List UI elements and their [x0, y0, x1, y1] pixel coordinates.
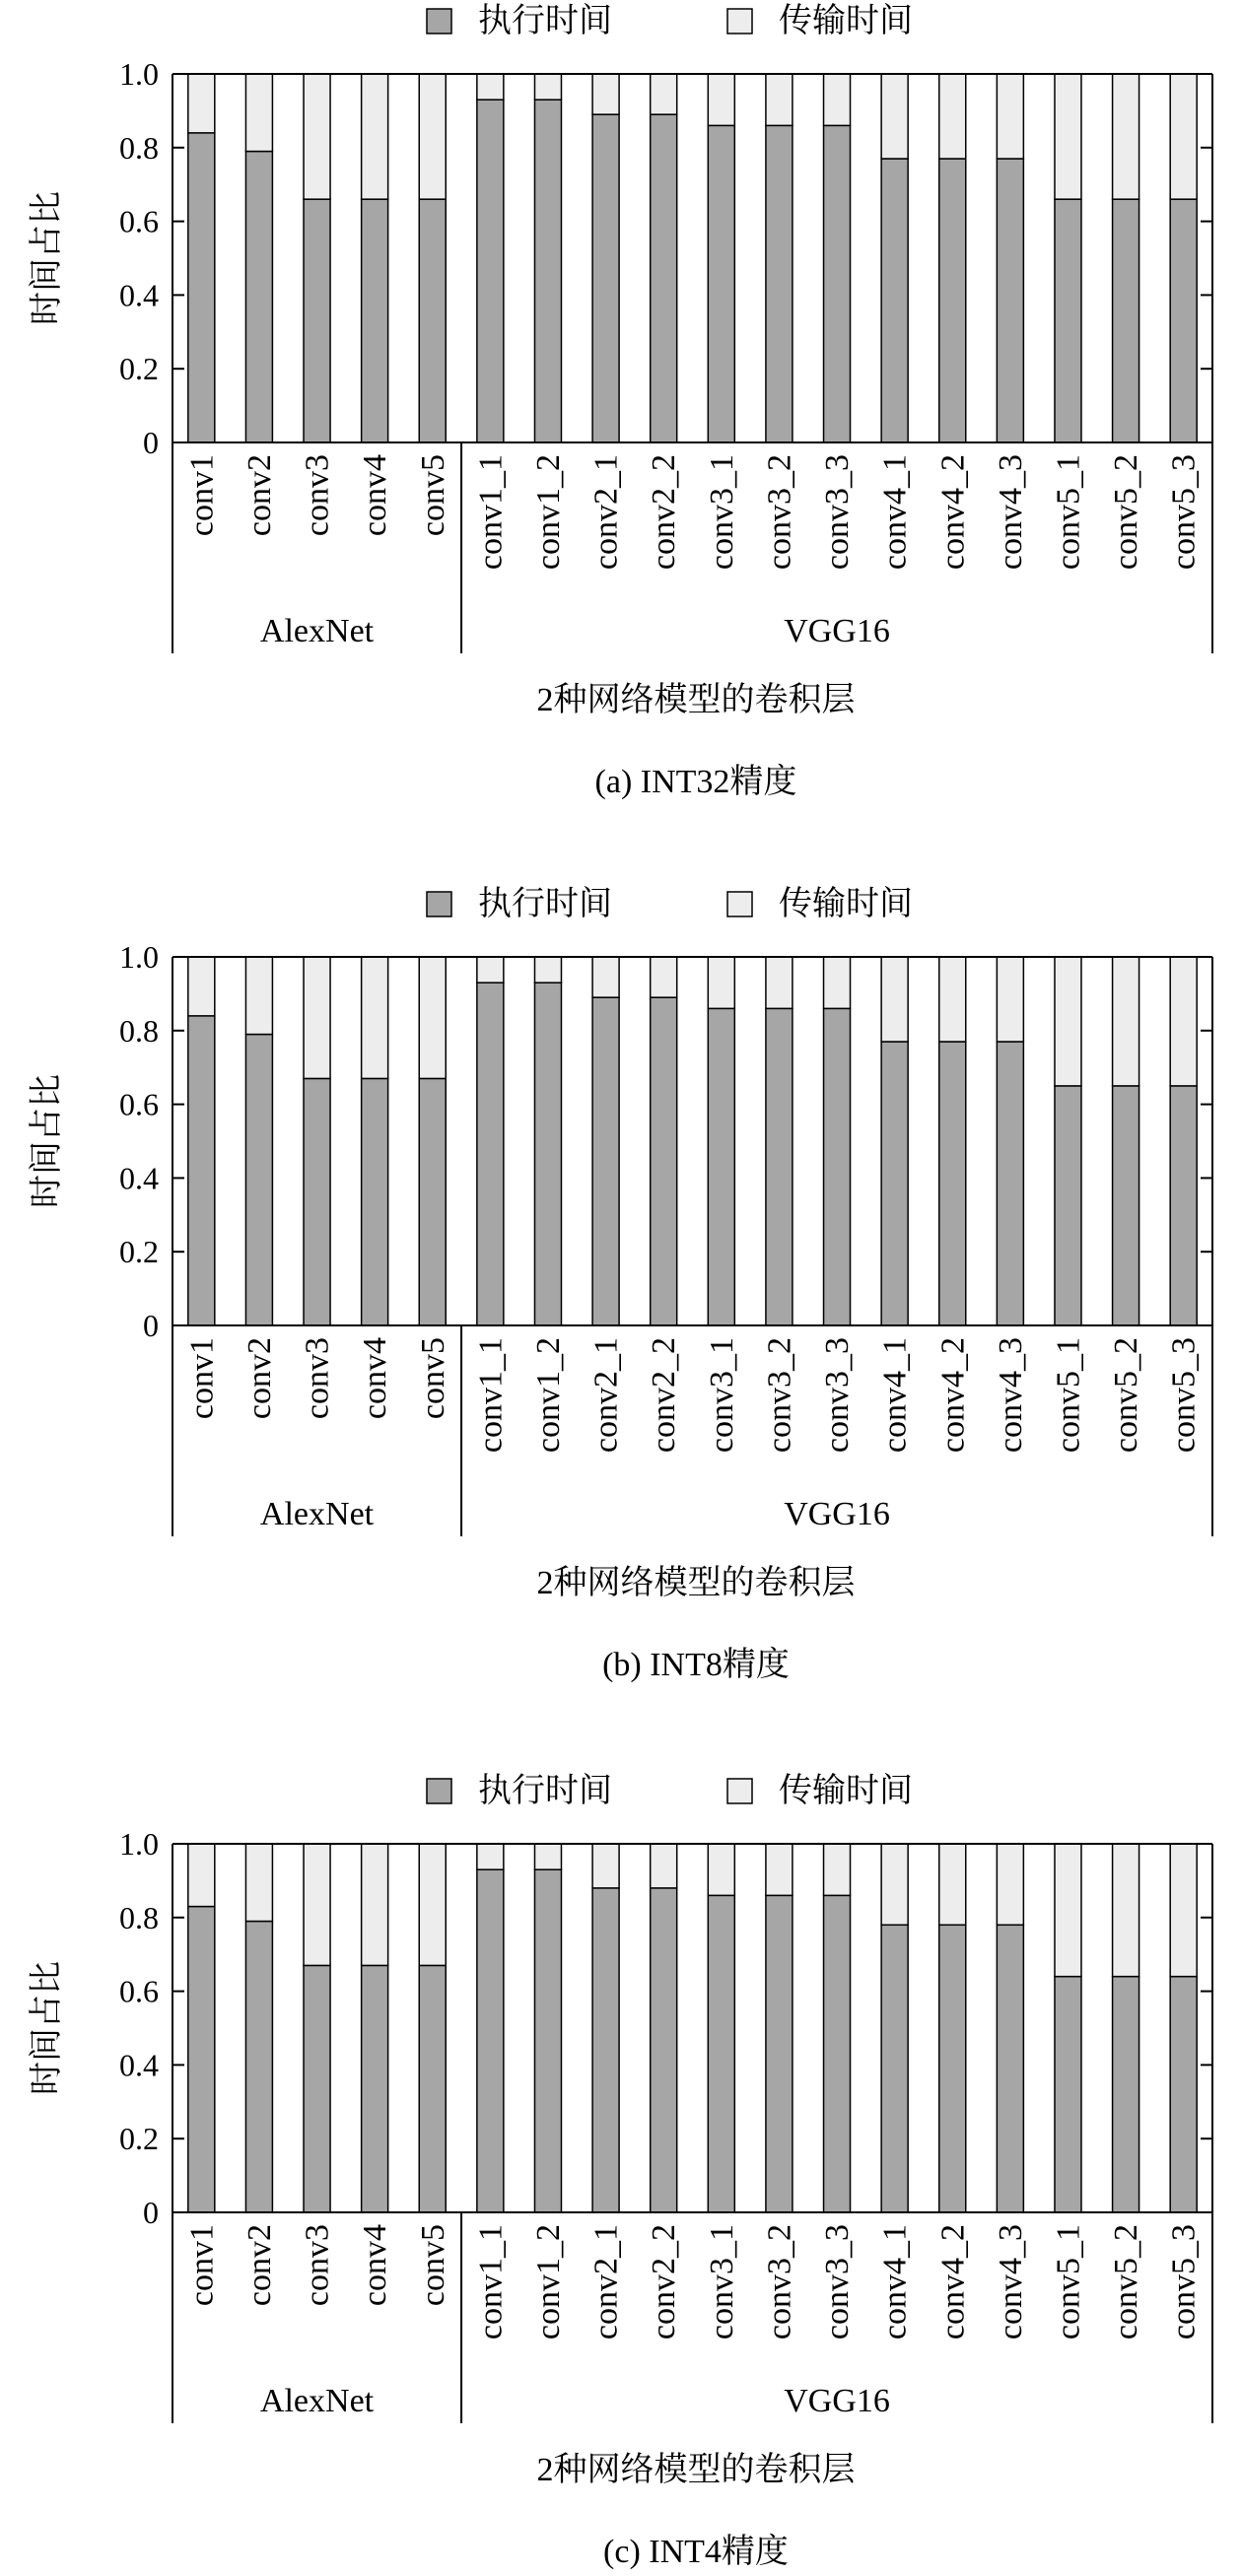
- bar-exec-conv4: [362, 199, 388, 442]
- x-tick-label: conv5: [414, 2224, 451, 2307]
- y-tick-label: 0: [143, 2195, 159, 2230]
- bar-exec-conv2_2: [651, 114, 677, 442]
- bar-trans-conv3_2: [766, 1844, 793, 1895]
- chart-panel-3: [28, 1772, 1212, 2570]
- bar-trans-conv3_2: [766, 74, 793, 125]
- bar-trans-conv1_1: [477, 74, 504, 100]
- bar-exec-conv3_3: [824, 125, 851, 442]
- legend-label-trans: 传输时间: [779, 3, 913, 39]
- x-tick-label: conv1_1: [472, 2224, 510, 2340]
- legend-swatch-trans: [727, 892, 752, 916]
- x-tick-label: conv4: [357, 1337, 394, 1420]
- x-tick-label: conv5_1: [1050, 454, 1087, 571]
- y-tick-label: 0.2: [119, 2121, 159, 2157]
- y-tick-label: 1.0: [119, 56, 159, 92]
- bar-exec-conv1_2: [534, 1869, 561, 2212]
- x-tick-label: conv1_2: [529, 454, 567, 571]
- subfigure-caption: (b) INT8精度: [602, 1647, 790, 1683]
- bar-trans-conv5_3: [1170, 957, 1197, 1086]
- y-axis-label: 时间占比: [29, 191, 65, 325]
- bar-exec-conv4: [362, 1965, 388, 2212]
- x-tick-label: conv3_3: [819, 2224, 857, 2340]
- bar-exec-conv4_2: [939, 1925, 966, 2212]
- y-axis-label: 时间占比: [29, 1961, 65, 2095]
- y-tick-label: 0.8: [119, 129, 159, 166]
- x-axis-label: 2种网络模型的卷积层: [536, 682, 856, 718]
- subfigure-caption: (c) INT4精度: [603, 2534, 789, 2570]
- bar-exec-conv4_1: [881, 159, 908, 442]
- group-label-vgg16: VGG16: [784, 613, 890, 649]
- bar-exec-conv5_3: [1170, 1086, 1197, 1325]
- bar-trans-conv4_1: [881, 74, 908, 159]
- x-tick-label: conv4: [357, 454, 394, 537]
- bar-trans-conv4_2: [939, 957, 966, 1042]
- bar-exec-conv3_2: [766, 125, 793, 442]
- x-tick-label: conv5_1: [1050, 2224, 1087, 2340]
- bar-trans-conv1_2: [534, 74, 561, 100]
- bar-trans-conv3: [304, 1844, 330, 1965]
- bar-exec-conv4_3: [997, 1925, 1023, 2212]
- bar-trans-conv4_2: [939, 1844, 966, 1925]
- x-tick-label: conv1: [183, 1337, 221, 1420]
- chart-panel-1: [28, 2, 1212, 800]
- x-tick-label: conv2_1: [587, 454, 625, 571]
- legend-swatch-exec: [427, 892, 451, 916]
- x-tick-label: conv4_2: [934, 1337, 972, 1454]
- bar-exec-conv2: [245, 1035, 272, 1325]
- y-tick-label: 0.8: [119, 1899, 159, 1935]
- x-tick-label: conv4_3: [992, 2224, 1029, 2340]
- bar-exec-conv1: [188, 133, 215, 442]
- bar-exec-conv4_2: [939, 159, 966, 442]
- x-tick-label: conv1_1: [472, 1337, 510, 1454]
- x-tick-label: conv3_3: [819, 454, 857, 571]
- bar-trans-conv3_3: [824, 1844, 851, 1895]
- bar-exec-conv3_1: [708, 125, 734, 442]
- x-tick-label: conv2: [241, 454, 278, 537]
- y-tick-label: 0.4: [119, 1160, 159, 1196]
- bar-exec-conv5_1: [1055, 1086, 1081, 1325]
- x-tick-label: conv4_2: [934, 454, 972, 571]
- bar-exec-conv5: [419, 1965, 446, 2212]
- bar-trans-conv3: [304, 74, 330, 199]
- x-tick-label: conv5_3: [1165, 1337, 1203, 1454]
- bar-exec-conv4_3: [997, 159, 1023, 442]
- bar-trans-conv2: [245, 74, 272, 152]
- x-tick-label: conv5_3: [1165, 2224, 1203, 2340]
- y-tick-label: 0.6: [119, 1973, 159, 2009]
- bar-exec-conv5_3: [1170, 199, 1197, 442]
- x-tick-label: conv4: [357, 2224, 394, 2307]
- bar-trans-conv4_3: [997, 1844, 1023, 1925]
- bar-trans-conv3_1: [708, 74, 734, 125]
- x-tick-label: conv3_3: [819, 1337, 857, 1454]
- bar-trans-conv2_1: [592, 74, 619, 114]
- bar-trans-conv2_1: [592, 957, 619, 997]
- group-label-alexnet: AlexNet: [259, 1496, 375, 1532]
- y-axis-label: 时间占比: [29, 1074, 65, 1208]
- bar-exec-conv3_2: [766, 1895, 793, 2212]
- bar-exec-conv3_1: [708, 1895, 734, 2212]
- bar-exec-conv2: [245, 1922, 272, 2212]
- bar-exec-conv4: [362, 1078, 388, 1325]
- x-tick-label: conv3: [299, 454, 336, 537]
- legend-swatch-trans: [727, 9, 752, 34]
- bar-trans-conv1: [188, 1844, 215, 1907]
- bar-trans-conv3_3: [824, 957, 851, 1008]
- bar-trans-conv5_2: [1113, 957, 1139, 1086]
- bar-exec-conv5: [419, 199, 446, 442]
- bar-exec-conv3_3: [824, 1008, 851, 1325]
- x-tick-label: conv4_1: [876, 1337, 914, 1454]
- x-axis-label: 2种网络模型的卷积层: [536, 2452, 856, 2488]
- group-label-vgg16: VGG16: [784, 2383, 890, 2419]
- y-tick-label: 0.8: [119, 1012, 159, 1049]
- bar-exec-conv2: [245, 152, 272, 442]
- bar-trans-conv5: [419, 1844, 446, 1965]
- bar-exec-conv4_1: [881, 1925, 908, 2212]
- x-tick-label: conv1: [183, 454, 221, 537]
- bar-exec-conv1_1: [477, 100, 504, 442]
- group-label-vgg16: VGG16: [784, 1496, 890, 1532]
- legend-label-exec: 执行时间: [478, 886, 612, 922]
- bar-exec-conv5: [419, 1078, 446, 1325]
- x-tick-label: conv5_2: [1108, 454, 1145, 571]
- y-tick-label: 0: [143, 425, 159, 460]
- x-tick-label: conv5: [414, 454, 451, 537]
- bar-trans-conv4_3: [997, 74, 1023, 159]
- x-tick-label: conv4_3: [992, 454, 1029, 571]
- bar-trans-conv3_1: [708, 957, 734, 1008]
- bar-exec-conv1_1: [477, 1869, 504, 2212]
- x-tick-label: conv3_2: [761, 2224, 798, 2340]
- legend-label-exec: 执行时间: [478, 1773, 612, 1809]
- bar-trans-conv4_1: [881, 1844, 908, 1925]
- x-tick-label: conv2_2: [646, 2224, 683, 2340]
- bar-exec-conv3_1: [708, 1008, 734, 1325]
- bar-exec-conv3_2: [766, 1008, 793, 1325]
- bar-exec-conv1_2: [534, 100, 561, 442]
- bar-exec-conv2_2: [651, 997, 677, 1325]
- x-tick-label: conv2_1: [587, 2224, 625, 2340]
- bar-trans-conv5_3: [1170, 74, 1197, 199]
- x-tick-label: conv3: [299, 1337, 336, 1420]
- x-tick-label: conv3_1: [703, 454, 740, 571]
- bar-exec-conv3: [304, 1078, 330, 1325]
- bar-trans-conv4: [362, 74, 388, 199]
- x-tick-label: conv2_2: [646, 454, 683, 571]
- x-tick-label: conv2: [241, 2224, 278, 2307]
- bar-trans-conv2_2: [651, 1844, 677, 1888]
- bar-exec-conv5_2: [1113, 1086, 1139, 1325]
- bar-trans-conv1_2: [534, 957, 561, 983]
- y-tick-label: 0.6: [119, 1086, 159, 1122]
- x-axis-label: 2种网络模型的卷积层: [536, 1565, 856, 1601]
- bar-exec-conv3: [304, 1965, 330, 2212]
- bar-exec-conv3_3: [824, 1895, 851, 2212]
- bar-trans-conv5_3: [1170, 1844, 1197, 1977]
- bar-trans-conv5_2: [1113, 74, 1139, 199]
- bar-trans-conv2_2: [651, 957, 677, 997]
- x-tick-label: conv4_2: [934, 2224, 972, 2340]
- bar-exec-conv5_2: [1113, 1977, 1139, 2212]
- y-tick-label: 0.4: [119, 2047, 159, 2083]
- bar-trans-conv2_2: [651, 74, 677, 114]
- x-tick-label: conv1_2: [529, 1337, 567, 1454]
- bar-exec-conv1_2: [534, 983, 561, 1325]
- y-tick-label: 0: [143, 1308, 159, 1343]
- bar-exec-conv4_2: [939, 1042, 966, 1325]
- bar-trans-conv1: [188, 957, 215, 1016]
- bar-trans-conv4_3: [997, 957, 1023, 1042]
- bar-trans-conv1_2: [534, 1844, 561, 1869]
- x-tick-label: conv3_2: [761, 454, 798, 571]
- bar-exec-conv1: [188, 1907, 215, 2212]
- bar-exec-conv4_1: [881, 1042, 908, 1325]
- y-tick-label: 1.0: [119, 939, 159, 975]
- bar-exec-conv5_1: [1055, 199, 1081, 442]
- bar-trans-conv2_1: [592, 1844, 619, 1888]
- bar-exec-conv5_3: [1170, 1977, 1197, 2212]
- x-tick-label: conv2_2: [646, 1337, 683, 1454]
- bar-trans-conv3_2: [766, 957, 793, 1008]
- bar-trans-conv4_2: [939, 74, 966, 159]
- x-tick-label: conv2: [241, 1337, 278, 1420]
- y-tick-label: 0.4: [119, 277, 159, 313]
- bar-exec-conv3: [304, 199, 330, 442]
- y-tick-label: 0.2: [119, 1234, 159, 1270]
- legend-label-exec: 执行时间: [478, 3, 612, 39]
- bar-trans-conv5: [419, 957, 446, 1078]
- bar-trans-conv1_1: [477, 1844, 504, 1869]
- bar-exec-conv1_1: [477, 983, 504, 1325]
- x-tick-label: conv1: [183, 2224, 221, 2307]
- x-tick-label: conv4_1: [876, 2224, 914, 2340]
- bar-trans-conv3_3: [824, 74, 851, 125]
- x-tick-label: conv5_1: [1050, 1337, 1087, 1454]
- bar-exec-conv1: [188, 1016, 215, 1325]
- subfigure-caption: (a) INT32精度: [594, 764, 797, 800]
- x-tick-label: conv2_1: [587, 1337, 625, 1454]
- bar-trans-conv2: [245, 1844, 272, 1922]
- bar-trans-conv5: [419, 74, 446, 199]
- bar-trans-conv4: [362, 1844, 388, 1965]
- x-tick-label: conv1_2: [529, 2224, 567, 2340]
- bar-trans-conv1: [188, 74, 215, 133]
- y-tick-label: 1.0: [119, 1826, 159, 1862]
- bar-exec-conv2_2: [651, 1888, 677, 2212]
- legend-swatch-exec: [427, 9, 451, 34]
- x-tick-label: conv5: [414, 1337, 451, 1420]
- group-label-alexnet: AlexNet: [259, 2383, 375, 2419]
- bar-trans-conv5_1: [1055, 1844, 1081, 1977]
- x-tick-label: conv5_2: [1108, 2224, 1145, 2340]
- x-tick-label: conv5_3: [1165, 454, 1203, 571]
- bar-trans-conv4: [362, 957, 388, 1078]
- bar-trans-conv5_1: [1055, 74, 1081, 199]
- bar-trans-conv5_2: [1113, 1844, 1139, 1977]
- bar-exec-conv2_1: [592, 114, 619, 442]
- bar-trans-conv5_1: [1055, 957, 1081, 1086]
- bar-exec-conv5_1: [1055, 1977, 1081, 2212]
- bar-exec-conv5_2: [1113, 199, 1139, 442]
- chart-panel-2: [28, 885, 1212, 1683]
- legend-swatch-trans: [727, 1779, 752, 1803]
- x-tick-label: conv4_1: [876, 454, 914, 571]
- bar-trans-conv1_1: [477, 957, 504, 983]
- bar-exec-conv2_1: [592, 1888, 619, 2212]
- x-tick-label: conv3_1: [703, 1337, 740, 1454]
- bar-trans-conv3_1: [708, 1844, 734, 1895]
- x-tick-label: conv4_3: [992, 1337, 1029, 1454]
- legend-swatch-exec: [427, 1779, 451, 1803]
- x-tick-label: conv3_2: [761, 1337, 798, 1454]
- bar-trans-conv3: [304, 957, 330, 1078]
- bar-trans-conv4_1: [881, 957, 908, 1042]
- x-tick-label: conv1_1: [472, 453, 510, 571]
- x-tick-label: conv5_2: [1108, 1337, 1145, 1454]
- y-tick-label: 0.2: [119, 351, 159, 387]
- group-label-alexnet: AlexNet: [259, 613, 375, 649]
- legend-label-trans: 传输时间: [779, 1773, 913, 1809]
- y-tick-label: 0.6: [119, 203, 159, 239]
- x-tick-label: conv3: [299, 2224, 336, 2307]
- bar-trans-conv2: [245, 957, 272, 1035]
- bar-exec-conv4_3: [997, 1042, 1023, 1325]
- legend-label-trans: 传输时间: [779, 886, 913, 922]
- x-tick-label: conv3_1: [703, 2224, 740, 2340]
- bar-exec-conv2_1: [592, 997, 619, 1325]
